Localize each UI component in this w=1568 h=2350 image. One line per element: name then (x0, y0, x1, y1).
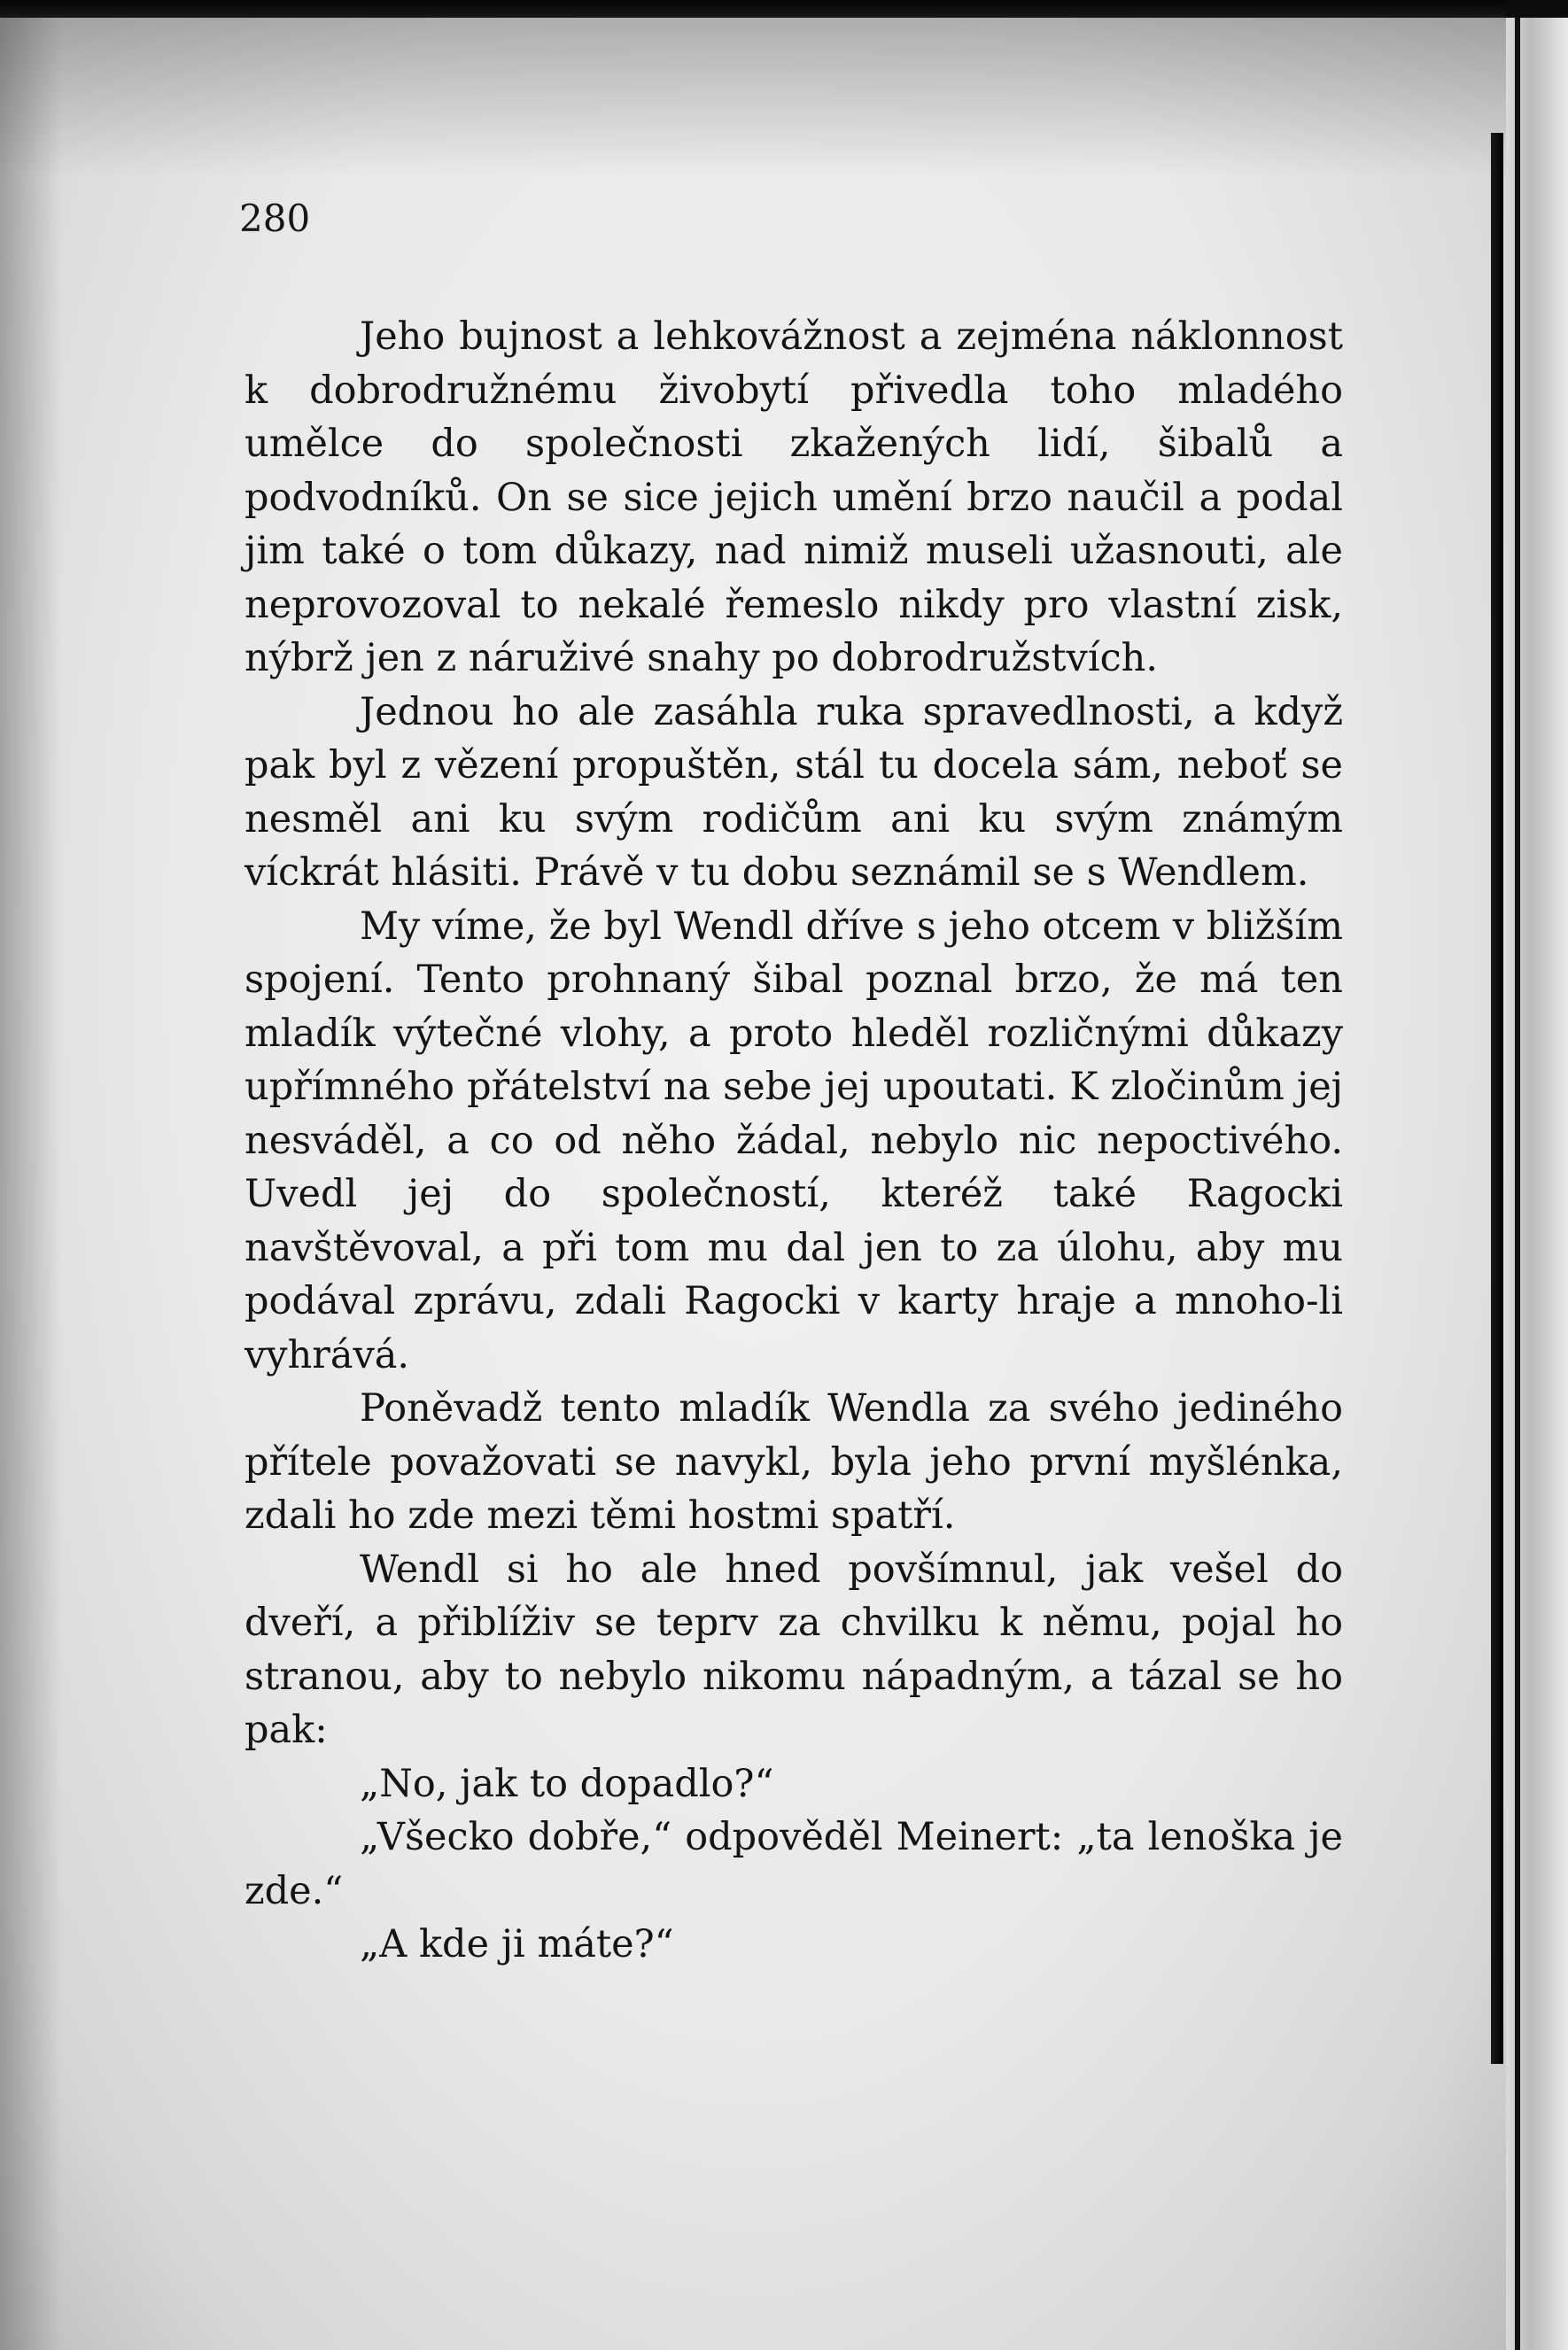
page-number: 280 (239, 197, 311, 240)
dialogue-line: „Všecko dobře,“ odpověděl Meinert: „ta lenoška je zde.“ (245, 1815, 1343, 1913)
adjacent-page-strip (1506, 18, 1568, 2350)
paragraph: Poněvadž tento mladík Wendla za svého jediného přítele považovati se navykl, byla jeho první myšlénka, zdali ho zde mezi těmi hostmi spatří. (245, 1386, 1343, 1538)
paragraph: Jeho bujnost a lehkovážnost a zejména náklonnost k dobrodružnému živobytí přivedla toho mladého umělce do společnosti zkažených lidí, šibalů a podvodníků. On se sice jejich umění brzo naučil a podal jim také o tom důkazy, nad nimiž museli užasnouti, ale neprovozoval to nekalé řemeslo nikdy pro vlastní zisk, nýbrž jen z náruživé snahy po dobrodružstvích. (245, 314, 1343, 680)
paragraph: Jednou ho ale zasáhla ruka spravedlnosti, a když pak byl z vězení propuštěn, stál tu docela sám, neboť se nesměl ani ku svým rodičům ani ku svým známým víckrát hlásiti. Právě v tu dobu seznámil se s Wendlem. (245, 689, 1343, 895)
book-page (0, 18, 1506, 2350)
page-text (245, 310, 1343, 1972)
dialogue-line: „No, jak to dopadlo?“ (360, 1761, 774, 1806)
paragraph: My víme, že byl Wendl dříve s jeho otcem v bližším spojení. Tento prohnaný šibal poznal brzo, že má ten mladík výtečné vlohy, a proto hleděl rozličnými důkazy upřímného přátelství na sebe jej upoutati. K zločinům jej nesváděl, a co od něho žádal, nebylo nic nepoctivého. Uvedl jej do společností, kteréž také Ragocki navštěvoval, a při tom mu dal jen to za úlohu, aby mu podával zprávu, zdali Ragocki v karty hraje a mnoho-li vyhrává. (245, 904, 1343, 1377)
dialogue-line: „A kde ji máte?“ (360, 1922, 674, 1966)
paragraph: Wendl si ho ale hned povšímnul, jak vešel do dveří, a přiblíživ se teprv za chvilku k němu, pojal ho stranou, aby to nebylo nikomu nápadným, a tázal se ho pak: (245, 1547, 1343, 1752)
page-edge-shadow (1491, 133, 1503, 2064)
